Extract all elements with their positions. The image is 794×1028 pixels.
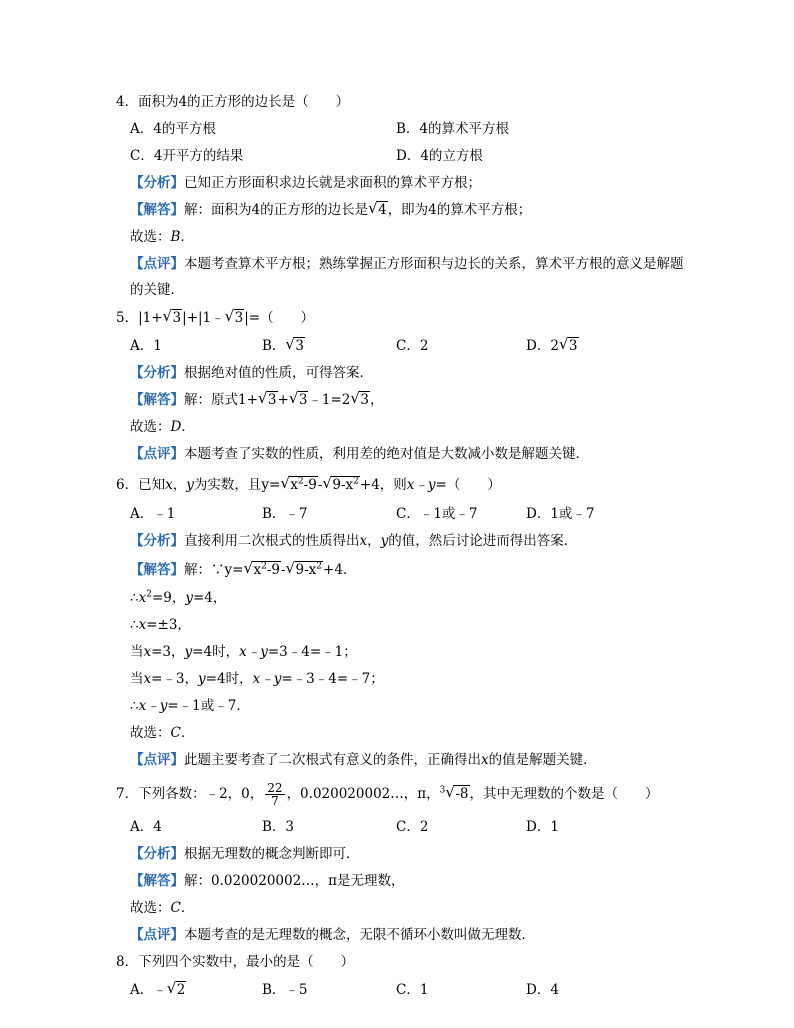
q7-comment: [130, 927, 535, 943]
q6-step-1: [130, 590, 226, 606]
radicand: 3: [295, 338, 305, 354]
q5-option-c: C．2: [396, 338, 429, 354]
q6-step-2: [130, 617, 191, 633]
stem-text: 为实数，且: [193, 477, 262, 493]
q5-comment: [130, 446, 589, 462]
var-y: y: [380, 533, 389, 549]
exponent: 2: [261, 561, 267, 572]
stem-text: 7．下列各数：﹣2，0，: [116, 786, 264, 802]
q8-stem: 8．下列四个实数中，最小的是（ ）: [116, 954, 355, 970]
radicand-text: 9-x: [332, 477, 354, 493]
radicand: 3: [267, 392, 277, 408]
choose-label: 故选：: [130, 900, 171, 916]
answer-text: ﹣1=2: [308, 392, 351, 408]
q7-analysis: [130, 846, 360, 862]
step-text: =﹣3，: [151, 671, 199, 687]
option-label: A．﹣: [130, 982, 167, 998]
formula-text: +4: [359, 477, 380, 493]
analysis-text: 直接利用二次根式的性质得出: [184, 533, 360, 549]
choose-end: ．: [181, 419, 195, 435]
cube-root-symbol: [445, 786, 469, 802]
q6-option-c: C．﹣1或﹣7: [396, 506, 478, 522]
exponent: 2: [353, 476, 359, 487]
sqrt-symbol: [289, 392, 309, 408]
step-text: =3，: [151, 644, 185, 660]
var-x: x: [143, 644, 152, 660]
choose-letter: D: [170, 419, 182, 435]
q6-answer: [130, 562, 356, 578]
step-text: =4时，: [192, 644, 240, 660]
radicand: 3: [298, 392, 308, 408]
stem-text: ，其中无理数的个数是（ ）: [469, 786, 659, 802]
var-x: x: [481, 752, 489, 768]
root-index: 3: [439, 785, 446, 796]
step-text: =﹣3﹣4=﹣7；: [281, 671, 384, 687]
q4-option-a: A．4的平方根: [130, 121, 216, 137]
q4-option-d: D．4的立方根: [396, 148, 483, 164]
radicand: [252, 561, 281, 578]
q5-option-b: [262, 338, 305, 354]
radicand-text: 9-x: [295, 562, 317, 578]
expr-x-minus-y: x﹣y: [138, 698, 168, 714]
exponent: 2: [316, 561, 323, 572]
q6-comment: [130, 752, 597, 768]
analysis-tag: 【分析】: [130, 365, 184, 381]
answer-text: 解：0.020020002…，π是无理数，: [184, 873, 405, 889]
q7-option-c: C．2: [396, 819, 429, 835]
sqrt-symbol: [285, 338, 305, 354]
sqrt-symbol: [368, 202, 388, 218]
radicand: -8: [455, 786, 469, 802]
q5-stem: [116, 310, 314, 326]
radicand-text: -9: [303, 477, 317, 493]
answer-tag: 【解答】: [130, 562, 184, 578]
q4-option-c: C．4开平方的结果: [130, 148, 244, 164]
expr-x-minus-y: x﹣y: [406, 477, 436, 493]
stem-text: ，则: [379, 477, 407, 493]
radicand: 3: [568, 338, 578, 354]
comment-text: 本题考查了实数的性质，利用差的绝对值是大数减小数是解题关键．: [184, 446, 589, 462]
q6-choose: [130, 725, 194, 741]
sqrt-symbol: [322, 477, 360, 493]
radicand-text: x: [290, 477, 298, 493]
analysis-text: 根据绝对值的性质，可得答案．: [184, 365, 373, 381]
radicand-text: -9: [266, 562, 280, 578]
q7-stem: [116, 782, 659, 807]
stem-text: |=（ ）: [244, 310, 315, 326]
q4-option-b: B．4的算术平方根: [396, 121, 510, 137]
stem-text: =（ ）: [435, 477, 501, 493]
choose-end: ．: [180, 900, 195, 916]
sqrt-symbol: [258, 392, 278, 408]
q5-analysis: [130, 365, 373, 381]
radicand: 3: [234, 310, 244, 326]
var-y: y: [198, 671, 206, 687]
q4-comment-cont: 的关键．: [130, 282, 184, 298]
q4-answer: [130, 202, 531, 218]
choose-label: 故选：: [130, 419, 171, 435]
formula-text: -: [280, 562, 286, 578]
answer-tag: 【解答】: [130, 392, 184, 408]
stem-text: 6．已知: [116, 477, 166, 493]
answer-text: ，: [370, 392, 384, 408]
q6-analysis: [130, 533, 577, 549]
choose-end: ．: [180, 229, 194, 245]
analysis-text: 已知正方形面积求边长就是求面积的算术平方根；: [184, 175, 481, 191]
q6-step-3: [130, 644, 357, 660]
therefore-symbol: ∴: [130, 617, 139, 633]
stem-text: |+|1﹣: [182, 310, 225, 326]
q6-step-4: [130, 671, 384, 687]
radicand: [289, 476, 318, 493]
therefore-symbol: ∴: [130, 590, 139, 606]
choose-end: ．: [180, 725, 195, 741]
expr-x-minus-y: x﹣y: [239, 644, 268, 660]
analysis-tag: 【分析】: [130, 175, 184, 191]
choose-letter: C: [170, 900, 181, 916]
step-text: =4时，: [205, 671, 253, 687]
formula-text: +4: [323, 562, 343, 578]
comment-tag: 【点评】: [130, 256, 184, 272]
step-text: =3﹣4=﹣1；: [267, 644, 357, 660]
q8-option-b: B．﹣5: [262, 982, 308, 998]
expr-x-minus-y: x﹣y: [252, 671, 282, 687]
sqrt-symbol: [225, 310, 245, 326]
step-text: =4，: [193, 590, 227, 606]
comment-text: 的值是解题关键．: [488, 752, 597, 768]
q5-answer: [130, 392, 384, 408]
choose-letter: B: [170, 229, 181, 245]
step-text: =9，: [151, 590, 186, 606]
comment-text: 此题主要考查了二次根式有意义的条件，正确得出: [184, 752, 481, 768]
comment-tag: 【点评】: [130, 446, 184, 462]
choose-letter: C: [170, 725, 181, 741]
q6-option-d: D．1或﹣7: [526, 506, 595, 522]
q7-option-b: B．3: [262, 819, 295, 835]
analysis-tag: 【分析】: [130, 846, 184, 862]
denominator: 7: [271, 794, 279, 808]
q7-choose: [130, 900, 194, 916]
stem-text: 5．|1+: [116, 310, 163, 326]
answer-text: +: [277, 392, 289, 408]
q6-option-a: A．﹣1: [130, 506, 176, 522]
answer-text: ，即为4的算术平方根；: [387, 202, 532, 218]
exponent: 2: [297, 476, 304, 487]
comment-tag: 【点评】: [130, 752, 184, 768]
q8-option-d: D．4: [526, 982, 559, 998]
q7-option-a: A．4: [130, 819, 162, 835]
comment-text: 本题考查的是无理数的概念，无限不循环小数叫做无理数．: [184, 927, 535, 943]
sqrt-symbol: [167, 982, 187, 998]
var-x: x: [165, 477, 173, 493]
answer-text: 解：∵: [184, 562, 225, 578]
step-text: 当: [130, 644, 144, 660]
sqrt-symbol: [280, 477, 318, 493]
var-x: x: [359, 533, 368, 549]
q6-option-b: B．﹣7: [262, 506, 308, 522]
q4-comment: [130, 256, 684, 272]
radicand: [295, 561, 324, 578]
option-label: B．: [262, 338, 286, 354]
q4-choose: [130, 229, 194, 245]
var-y: y: [185, 590, 193, 606]
var-x: x: [138, 590, 147, 606]
fraction: [265, 782, 284, 807]
q8-option-c: C．1: [396, 982, 429, 998]
radicand-text: x: [253, 562, 262, 578]
q7-option-d: D．1: [526, 819, 559, 835]
step-text: =±3，: [146, 617, 191, 633]
choose-label: 故选：: [130, 229, 171, 245]
analysis-text: 根据无理数的概念判断即可．: [184, 846, 360, 862]
radicand: 2: [176, 982, 186, 998]
analysis-text: 的值，然后讨论进而得出答案．: [388, 533, 578, 549]
q5-choose: [130, 419, 195, 435]
q4-analysis: [130, 175, 481, 191]
var-x: x: [143, 671, 152, 687]
step-text: 当: [130, 671, 144, 687]
radicand: 3: [172, 310, 182, 326]
q7-answer: [130, 873, 405, 889]
choose-label: 故选：: [130, 725, 171, 741]
radicand: 4: [378, 202, 387, 218]
sqrt-symbol: [163, 310, 183, 326]
q4-stem: 4．面积为4的正方形的边长是（ ）: [116, 94, 350, 110]
sqrt-symbol: [559, 338, 579, 354]
step-text: =﹣1或﹣7．: [167, 698, 250, 714]
stem-text: ，: [172, 477, 187, 493]
answer-text: ．: [342, 562, 357, 578]
stem-text: ，0.020020002…，π，: [286, 786, 440, 802]
sqrt-symbol: [243, 562, 281, 578]
q5-option-a: A．1: [130, 338, 162, 354]
analysis-text: ，: [367, 533, 381, 549]
answer-text: 解：原式1+: [184, 392, 258, 408]
q5-option-d: [526, 338, 579, 354]
comment-text: 本题考查算术平方根；熟练掌握正方形面积与边长的关系，算术平方根的意义是解题: [184, 256, 684, 272]
q8-option-a: [130, 982, 186, 998]
var-x: x: [138, 617, 147, 633]
q6-stem: [116, 477, 501, 493]
numerator: 22: [267, 781, 283, 795]
answer-text: 解：面积为4的正方形的边长是: [184, 202, 369, 218]
therefore-symbol: ∴: [130, 698, 139, 714]
analysis-tag: 【分析】: [130, 533, 184, 549]
sqrt-symbol: [350, 392, 370, 408]
radicand: [331, 476, 360, 493]
q6-step-5: [130, 698, 250, 714]
comment-tag: 【点评】: [130, 927, 184, 943]
formula-text: -: [317, 477, 323, 493]
var-y: y: [184, 644, 193, 660]
answer-tag: 【解答】: [130, 202, 184, 218]
sqrt-symbol: [286, 562, 324, 578]
option-label: D．2: [526, 338, 559, 354]
exponent: 2: [146, 589, 152, 600]
formula-text: y=: [224, 562, 244, 578]
radicand: 3: [360, 392, 369, 408]
answer-tag: 【解答】: [130, 873, 184, 889]
var-y: y: [186, 477, 194, 493]
formula-text: y=: [261, 477, 281, 493]
